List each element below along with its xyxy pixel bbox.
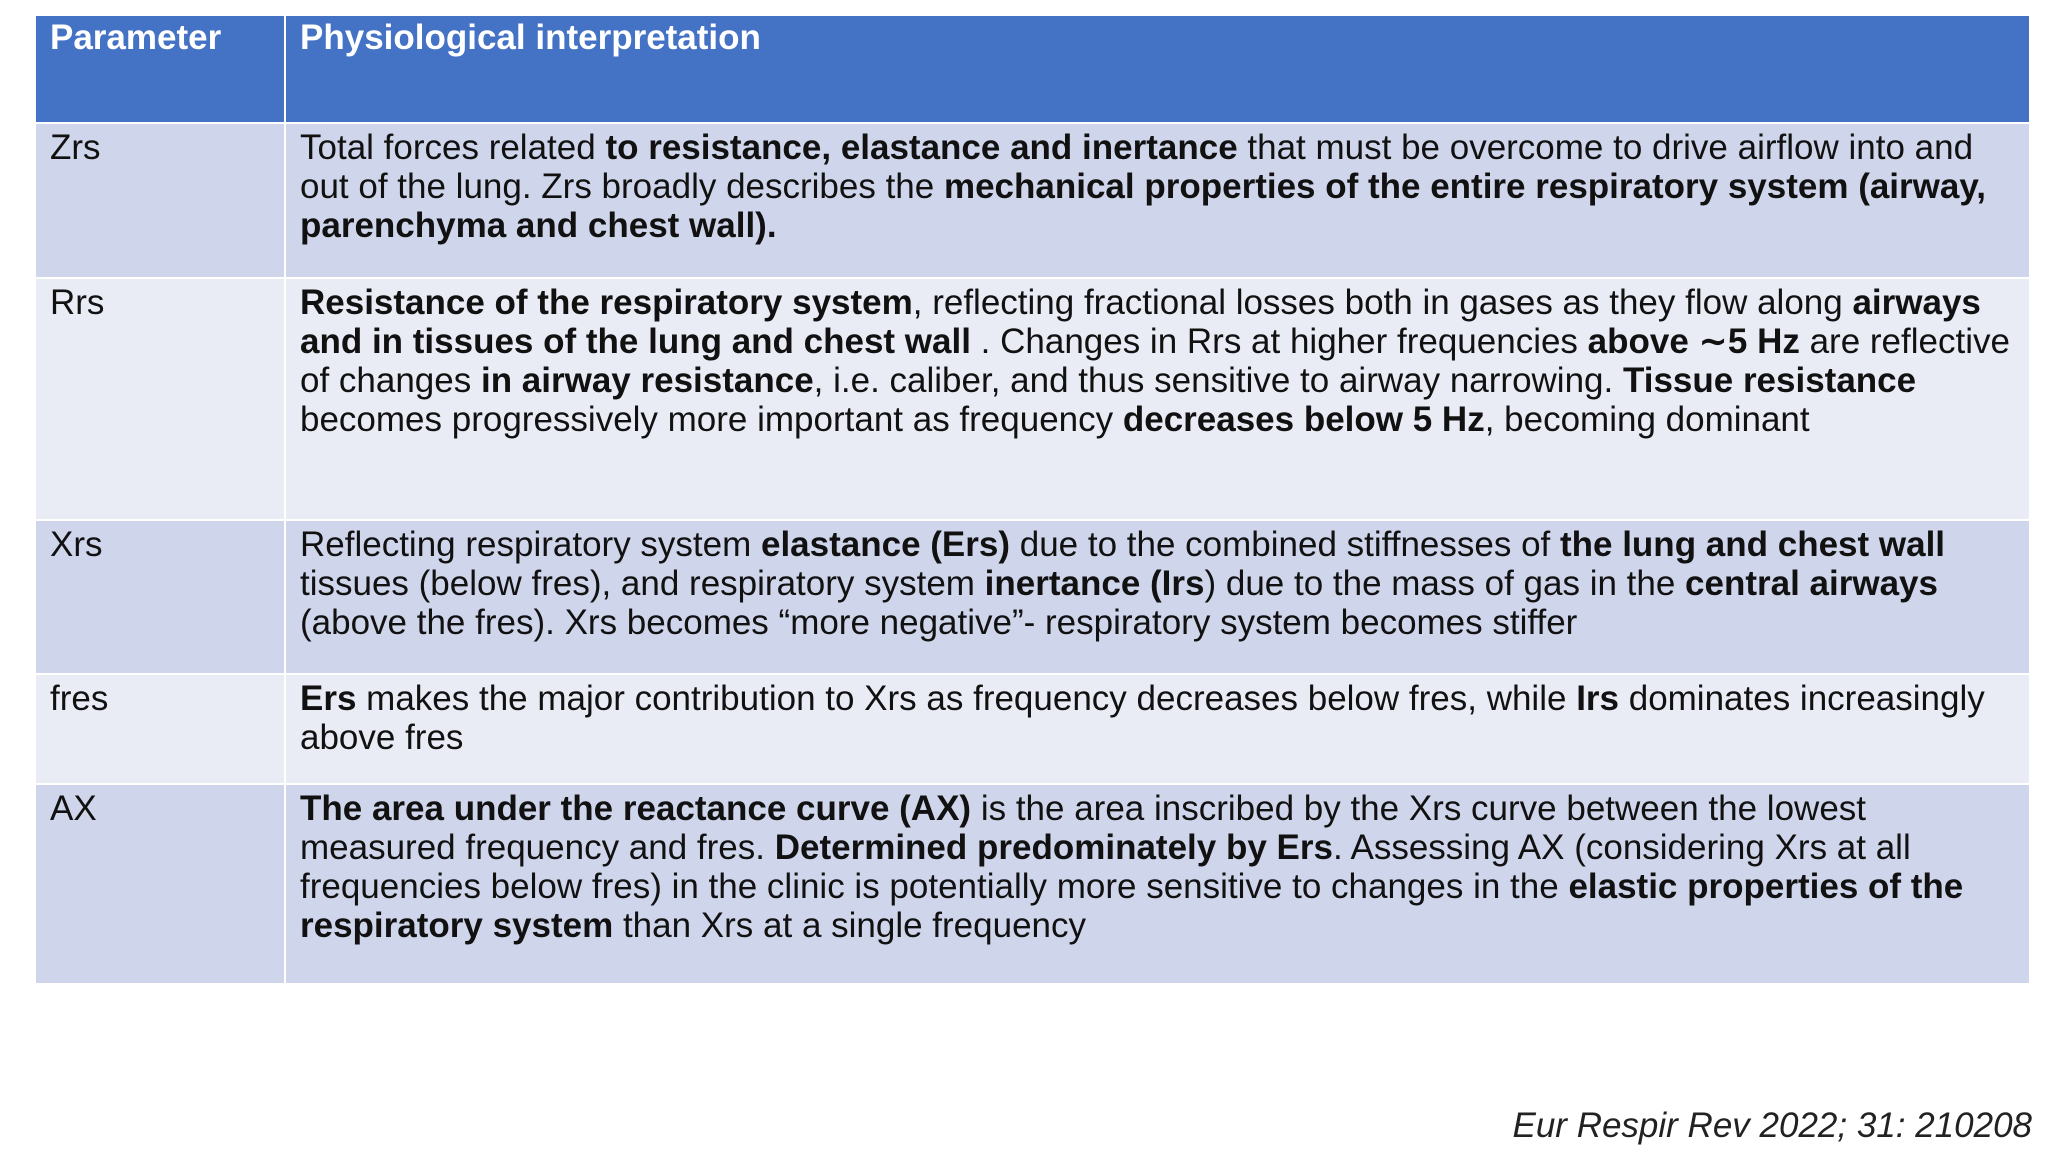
interpretation-xrs [286, 521, 2029, 675]
parameter-table [36, 16, 2029, 985]
text-segment: ) due to the mass of gas in the [1204, 564, 1686, 603]
interpretation-fres [286, 675, 2029, 785]
bold-segment: to resistance, elastance and inertance [605, 128, 1238, 167]
text-segment: becomes progressively more important as frequency [300, 400, 1123, 439]
text-segment: due to the combined stiffnesses of [1010, 525, 1560, 564]
bold-segment: Determined predominately by Ers [774, 828, 1333, 867]
bold-segment: mechanical properties of the entire respiratory system (airway, parenchyma and chest wall). [300, 167, 1986, 245]
text-segment: that must be overcome to drive airflow into and out of the lung. Zrs broadly describes the [300, 128, 1974, 206]
bold-segment: decreases below 5 Hz [1122, 400, 1485, 439]
bold-segment: elastic properties of the respiratory system [300, 867, 1964, 945]
text-segment: , reflecting fractional losses both in gases as they flow along [912, 283, 1853, 322]
text-segment: , i.e. caliber, and thus sensitive to airway narrowing. [813, 361, 1623, 400]
text-segment: Reflecting respiratory system [300, 525, 761, 564]
param-zrs: Zrs [36, 124, 286, 279]
text-segment: tissues (below fres), and respiratory system [300, 564, 985, 603]
text-segment: is the area inscribed by the Xrs curve between the lowest measured frequency and fres. [300, 789, 1867, 867]
text-segment: , becoming dominant [1484, 400, 1810, 439]
bold-segment: central airways [1685, 564, 1938, 603]
bold-segment: Resistance of the respiratory system [300, 283, 913, 322]
bold-segment: Ers [300, 679, 357, 718]
text-segment: Total forces related [300, 128, 606, 167]
bold-segment: Tissue resistance [1622, 361, 1917, 400]
bold-segment: Irs [1576, 679, 1619, 718]
param-fres: fres [36, 675, 286, 785]
bold-segment: airways and in tissues of the lung and chest wall [300, 283, 1981, 361]
text-segment: . Assessing AX (considering Xrs at all frequencies below fres) in the clinic is potentially more sensitive to changes in the [300, 828, 1911, 906]
interpretation-zrs [286, 124, 2029, 279]
param-rrs: Rrs [36, 279, 286, 521]
bold-segment: inertance (Irs [984, 564, 1205, 603]
text-segment: (above the fres). Xrs becomes “more negative”- respiratory system becomes stiffer [300, 603, 1578, 642]
text-segment: than Xrs at a single frequency [613, 906, 1087, 945]
text-segment: . Changes in Rrs at higher frequencies [970, 322, 1588, 361]
bold-segment: above ∼5 Hz [1587, 322, 1800, 361]
interpretation-rrs [286, 279, 2029, 521]
bold-segment: elastance (Ers) [760, 525, 1011, 564]
bold-segment: in airway resistance [480, 361, 814, 400]
citation: Eur Respir Rev 2022; 31: 210208 [1512, 1106, 2032, 1145]
text-segment: are reflective of changes [300, 322, 2010, 400]
header-parameter: Parameter [36, 16, 286, 124]
bold-segment: the lung and chest wall [1559, 525, 1946, 564]
header-interpretation: Physiological interpretation [286, 16, 2029, 124]
text-segment: dominates increasingly above fres [300, 679, 1985, 757]
param-ax: AX [36, 785, 286, 985]
param-xrs: Xrs [36, 521, 286, 675]
text-segment: makes the major contribution to Xrs as frequency decreases below fres, while [356, 679, 1577, 718]
bold-segment: The area under the reactance curve (AX) [300, 789, 972, 828]
interpretation-ax [286, 785, 2029, 985]
